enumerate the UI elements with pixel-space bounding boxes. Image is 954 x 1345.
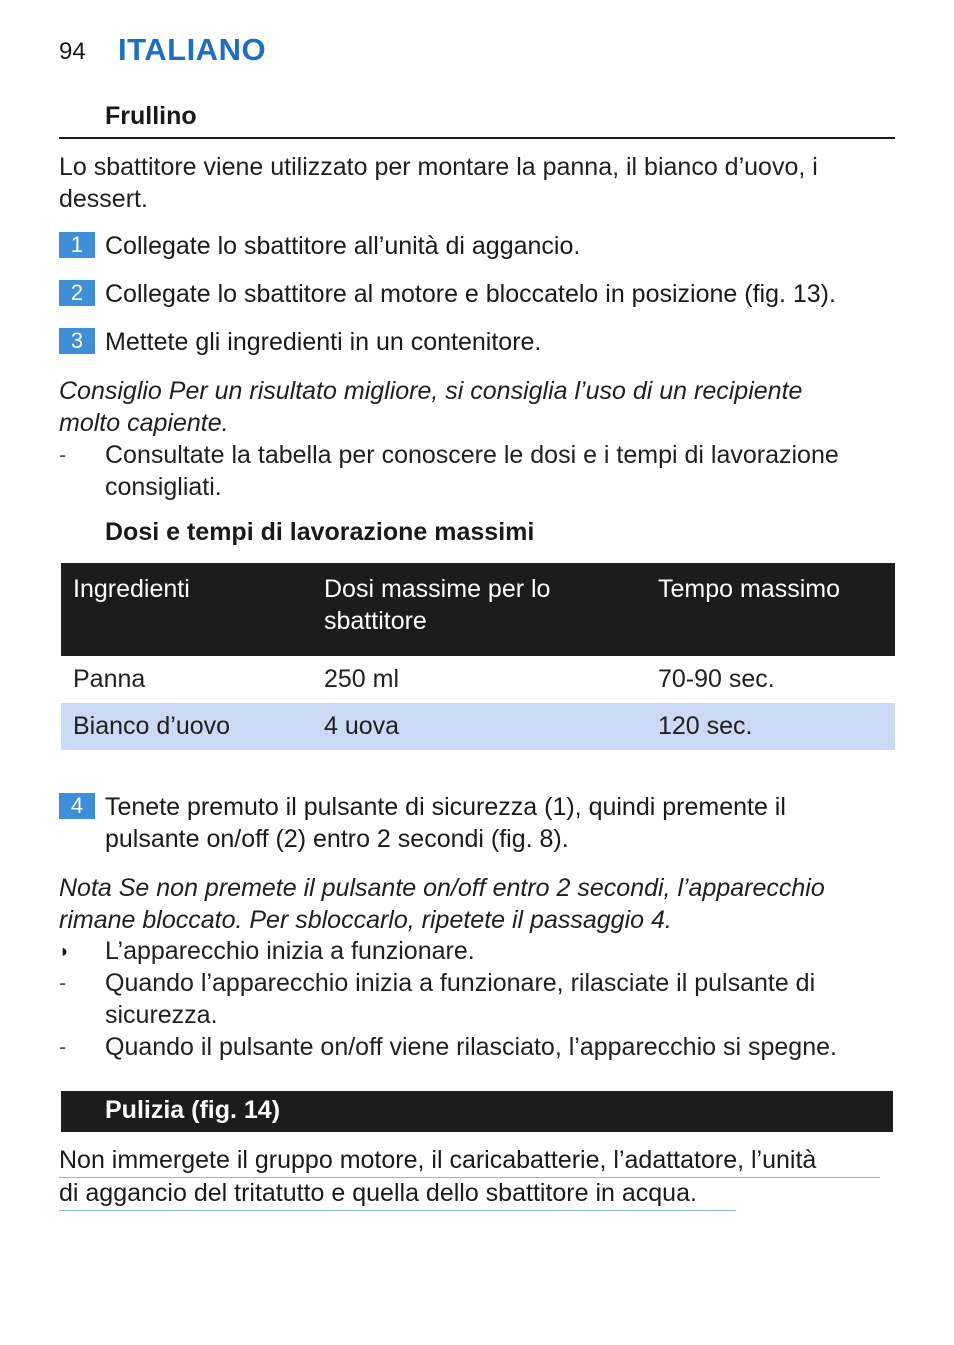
warning-underline: [59, 1210, 736, 1211]
result-line: [59, 935, 895, 967]
language-heading: ITALIANO: [118, 32, 267, 67]
warning-line-2: di aggancio del tritatutto e quella dello sbattitore in acqua.: [59, 1179, 697, 1207]
intro-paragraph: Lo sbattitore viene utilizzato per montare la panna, il bianco d’uovo, i dessert.: [59, 153, 818, 213]
table-cell: 120 sec.: [658, 712, 753, 740]
section-divider: [59, 137, 895, 139]
step-text: Collegate lo sbattitore al motore e bloccatelo in posizione (fig. 13).: [105, 280, 836, 308]
section-header-cleaning: [61, 1091, 893, 1132]
table-cell: 4 uova: [324, 712, 400, 740]
table-header-row: [61, 563, 895, 656]
section-title-cleaning: Pulizia (fig. 14): [105, 1096, 281, 1124]
table-header-cell: Tempo massimo: [658, 575, 840, 603]
step-number-badge: 1: [59, 232, 95, 258]
table-title: Dosi e tempi di lavorazione massimi: [105, 518, 535, 546]
step-number-badge: 3: [59, 328, 95, 354]
step-number-badge: 2: [59, 280, 95, 306]
bullet-item: [59, 1031, 895, 1063]
result-text: L’apparecchio inizia a funzionare.: [105, 937, 475, 965]
bullet-item: [59, 967, 895, 1031]
table-row: [61, 703, 895, 750]
result-arrow-icon: ◗: [59, 941, 70, 961]
step-4: [59, 791, 919, 855]
tip-bullet: [59, 439, 895, 503]
step-3: [59, 326, 919, 358]
step-2: [59, 278, 919, 310]
table-row: [61, 656, 895, 703]
step-text: Mettete gli ingredienti in un contenitore.: [105, 328, 542, 356]
dash-marker: -: [59, 442, 67, 467]
table-cell: 70-90 sec.: [658, 665, 775, 693]
tip-bullet-text: Consultate la tabella per conoscere le dosi e i tempi di lavorazione consigliati.: [105, 441, 839, 501]
step-text: Collegate lo sbattitore all’unità di aggancio.: [105, 232, 581, 260]
table-cell: 250 ml: [324, 665, 400, 693]
page-number: 94: [59, 38, 86, 65]
step-number-badge: 4: [59, 793, 95, 819]
note-paragraph: Nota Se non premete il pulsante on/off entro 2 secondi, l’apparecchio rimane bloccato. Per sbloccarlo, ripetete il passaggio 4.: [59, 874, 825, 934]
dash-marker: -: [59, 970, 67, 995]
dosage-table: [61, 563, 895, 750]
step-1: [59, 230, 919, 262]
warning-line-1: Non immergete il gruppo motore, il caricabatterie, l’adattatore, l’unità: [59, 1146, 817, 1174]
section-title-whisk: Frullino: [105, 102, 197, 130]
bullet-text: Quando l’apparecchio inizia a funzionare, rilasciate il pulsante di sicurezza.: [105, 969, 816, 1029]
dash-marker: -: [59, 1034, 67, 1059]
tip-paragraph: Consiglio Per un risultato migliore, si consiglia l’uso di un recipiente molto capiente.: [59, 377, 803, 437]
table-cell: Bianco d’uovo: [73, 712, 231, 740]
bullet-text: Quando il pulsante on/off viene rilasciato, l’apparecchio si spegne.: [105, 1033, 837, 1061]
table-header-cell: Ingredienti: [73, 575, 190, 603]
table-header-cell: Dosi massime per lo sbattitore: [324, 575, 551, 635]
step-text: Tenete premuto il pulsante di sicurezza (1), quindi premente il pulsante on/off (2) entro 2 secondi (fig. 8).: [105, 793, 786, 853]
table-cell: Panna: [73, 665, 146, 693]
